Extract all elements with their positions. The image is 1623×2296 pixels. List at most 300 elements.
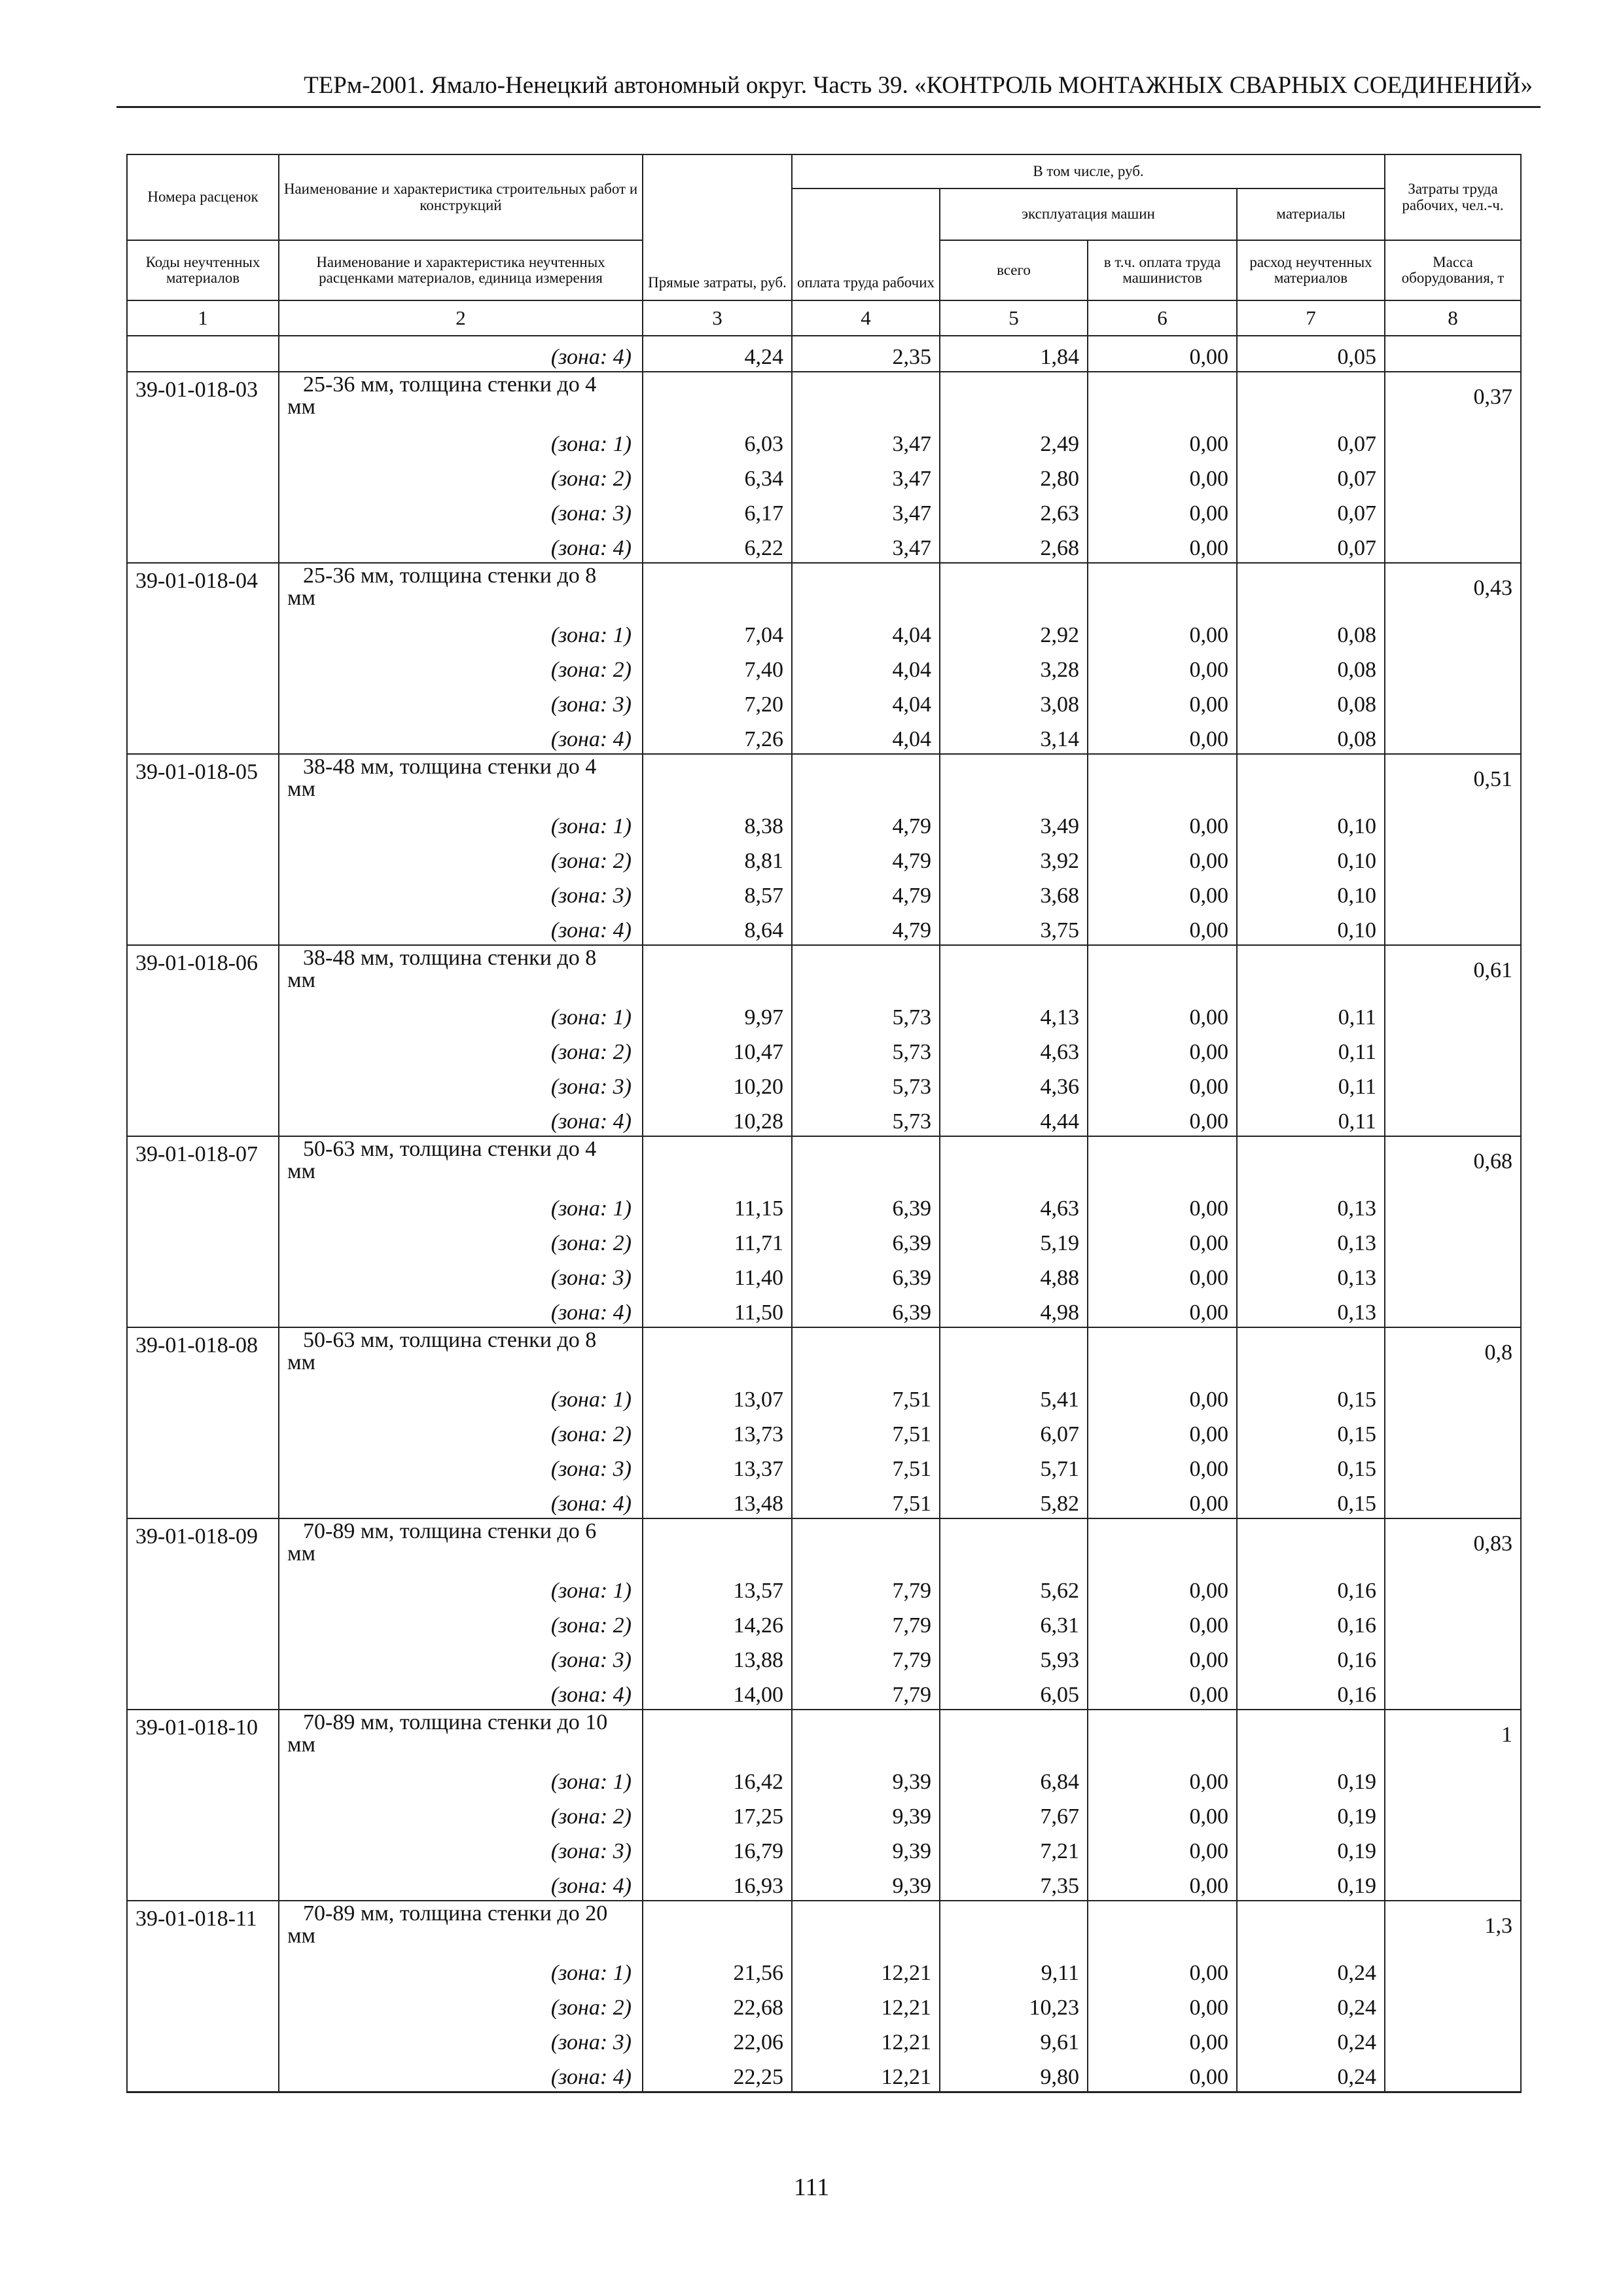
direct-costs-value: 13,37 — [643, 1448, 792, 1483]
rate-name-line2: мм — [287, 968, 316, 992]
direct-costs-value: 22,06 — [643, 2022, 792, 2056]
machines-total-value: 3,28 — [940, 649, 1088, 684]
zone-label: (зона: 3) — [279, 1640, 643, 1674]
machines-total-value: 4,13 — [940, 997, 1088, 1031]
direct-costs-value: 16,79 — [643, 1831, 792, 1865]
machines-total-value: 3,14 — [940, 719, 1088, 754]
machines-total-value: 10,23 — [940, 1987, 1088, 2022]
materials-value: 0,08 — [1237, 719, 1385, 754]
materials-value: 0,24 — [1237, 1952, 1385, 1987]
direct-costs-value: 8,81 — [643, 840, 792, 875]
materials-value: 0,11 — [1237, 1101, 1385, 1136]
machinists-value: 0,00 — [1088, 336, 1237, 372]
header-including: В том числе, руб. — [792, 154, 1385, 188]
machinists-value: 0,00 — [1088, 1101, 1237, 1136]
direct-costs-value: 6,17 — [643, 493, 792, 528]
materials-value: 0,10 — [1237, 840, 1385, 875]
zone-label: (зона: 4) — [279, 1865, 643, 1901]
zone-label: (зона: 4) — [279, 336, 643, 372]
column-number: 6 — [1088, 300, 1237, 336]
wages-value: 9,39 — [792, 1865, 940, 1901]
materials-value: 0,08 — [1237, 649, 1385, 684]
materials-value: 0,24 — [1237, 2022, 1385, 2056]
direct-costs-value: 4,24 — [643, 336, 792, 372]
machinists-value: 0,00 — [1088, 1483, 1237, 1518]
header-wages: оплата труда рабочих — [792, 188, 940, 300]
machines-total-value: 3,49 — [940, 806, 1088, 840]
direct-costs-value: 17,25 — [643, 1796, 792, 1831]
machinists-value: 0,00 — [1088, 1761, 1237, 1796]
header-codes: Номера расценок — [127, 154, 279, 240]
machinists-value: 0,00 — [1088, 1952, 1237, 1987]
rate-name — [279, 754, 643, 806]
materials-value: 0,15 — [1237, 1414, 1385, 1448]
machinists-value: 0,00 — [1088, 1031, 1237, 1066]
zone-label: (зона: 4) — [279, 910, 643, 945]
machinists-value: 0,00 — [1088, 684, 1237, 719]
machinists-value: 0,00 — [1088, 1414, 1237, 1448]
zone-label: (зона: 1) — [279, 1761, 643, 1796]
direct-costs-value: 8,38 — [643, 806, 792, 840]
zone-row — [127, 1761, 1521, 1796]
rate-name-line1: 70-89 мм, толщина стенки до 20 — [303, 1901, 608, 1926]
zone-label: (зона: 2) — [279, 458, 643, 493]
materials-value: 0,19 — [1237, 1796, 1385, 1831]
zone-label: (зона: 1) — [279, 1570, 643, 1605]
materials-value: 0,16 — [1237, 1570, 1385, 1605]
zone-row — [127, 493, 1521, 528]
direct-costs-value: 11,15 — [643, 1188, 792, 1223]
machines-total-value: 5,93 — [940, 1640, 1088, 1674]
rate-name — [279, 1901, 643, 1952]
materials-value: 0,15 — [1237, 1483, 1385, 1518]
wages-value: 4,79 — [792, 875, 940, 910]
direct-costs-value: 7,20 — [643, 684, 792, 719]
zone-label: (зона: 4) — [279, 1101, 643, 1136]
wages-value: 7,51 — [792, 1379, 940, 1414]
direct-costs-value: 13,57 — [643, 1570, 792, 1605]
machinists-value: 0,00 — [1088, 528, 1237, 563]
materials-value: 0,15 — [1237, 1379, 1385, 1414]
zone-row — [127, 1257, 1521, 1292]
zone-label: (зона: 1) — [279, 1952, 643, 1987]
zone-row — [127, 1031, 1521, 1066]
wages-value: 12,21 — [792, 2056, 940, 2092]
materials-value: 0,07 — [1237, 458, 1385, 493]
rate-code: 39-01-018-04 — [127, 563, 279, 754]
machines-total-value: 2,63 — [940, 493, 1088, 528]
zone-label: (зона: 4) — [279, 1483, 643, 1518]
zone-row — [127, 1987, 1521, 2022]
zone-row — [127, 1292, 1521, 1327]
rate-code: 39-01-018-09 — [127, 1518, 279, 1710]
materials-value: 0,13 — [1237, 1188, 1385, 1223]
rate-code: 39-01-018-06 — [127, 945, 279, 1136]
machines-total-value: 6,31 — [940, 1605, 1088, 1640]
rates-table — [126, 154, 1522, 2093]
machinists-value: 0,00 — [1088, 1570, 1237, 1605]
column-number: 5 — [940, 300, 1088, 336]
wages-value: 4,04 — [792, 615, 940, 649]
zone-row — [127, 684, 1521, 719]
zone-label: (зона: 4) — [279, 1292, 643, 1327]
mass-value: 0,83 — [1385, 1518, 1521, 1570]
zone-label: (зона: 3) — [279, 1257, 643, 1292]
machinists-value: 0,00 — [1088, 1448, 1237, 1483]
direct-costs-value: 9,97 — [643, 997, 792, 1031]
zone-label: (зона: 3) — [279, 1066, 643, 1101]
direct-costs-value: 7,40 — [643, 649, 792, 684]
zone-row — [127, 615, 1521, 649]
zone-label: (зона: 1) — [279, 615, 643, 649]
zone-label: (зона: 2) — [279, 1414, 643, 1448]
mass-value: 0,61 — [1385, 945, 1521, 997]
direct-costs-value: 11,40 — [643, 1257, 792, 1292]
zone-label: (зона: 1) — [279, 806, 643, 840]
header-labor: Затраты труда рабочих, чел.-ч. — [1385, 154, 1521, 240]
rate-code: 39-01-018-03 — [127, 372, 279, 563]
machinists-value: 0,00 — [1088, 1987, 1237, 2022]
wages-value: 5,73 — [792, 997, 940, 1031]
machines-total-value: 5,71 — [940, 1448, 1088, 1483]
machines-total-value: 7,35 — [940, 1865, 1088, 1901]
rate-name — [279, 563, 643, 615]
rate-code: 39-01-018-08 — [127, 1327, 279, 1518]
rate-name-line2: мм — [287, 777, 316, 801]
materials-value: 0,10 — [1237, 806, 1385, 840]
column-number: 7 — [1237, 300, 1385, 336]
direct-costs-value: 13,88 — [643, 1640, 792, 1674]
zone-row — [127, 1674, 1521, 1710]
wages-value: 3,47 — [792, 528, 940, 563]
direct-costs-value: 10,20 — [643, 1066, 792, 1101]
rate-name-line1: 50-63 мм, толщина стенки до 4 — [303, 1137, 597, 1161]
wages-value: 12,21 — [792, 1987, 940, 2022]
zone-label: (зона: 1) — [279, 1379, 643, 1414]
wages-value: 7,79 — [792, 1605, 940, 1640]
machines-total-value: 1,84 — [940, 336, 1088, 372]
materials-value: 0,11 — [1237, 997, 1385, 1031]
materials-value: 0,15 — [1237, 1448, 1385, 1483]
wages-value: 9,39 — [792, 1831, 940, 1865]
machinists-value: 0,00 — [1088, 840, 1237, 875]
zone-label: (зона: 3) — [279, 875, 643, 910]
machinists-value: 0,00 — [1088, 875, 1237, 910]
rate-row — [127, 1710, 1521, 1761]
machines-total-value: 2,80 — [940, 458, 1088, 493]
continuation-row — [127, 336, 1521, 372]
machinists-value: 0,00 — [1088, 1640, 1237, 1674]
machines-total-value: 7,67 — [940, 1796, 1088, 1831]
machinists-value: 0,00 — [1088, 1605, 1237, 1640]
zone-row — [127, 1188, 1521, 1223]
machinists-value: 0,00 — [1088, 1066, 1237, 1101]
materials-value: 0,07 — [1237, 528, 1385, 563]
machinists-value: 0,00 — [1088, 910, 1237, 945]
rate-name-line1: 50-63 мм, толщина стенки до 8 — [303, 1328, 597, 1352]
zone-label: (зона: 3) — [279, 493, 643, 528]
wages-value: 2,35 — [792, 336, 940, 372]
mass-value: 0,68 — [1385, 1136, 1521, 1188]
rate-name — [279, 1710, 643, 1761]
direct-costs-value: 16,42 — [643, 1761, 792, 1796]
wages-value: 4,79 — [792, 910, 940, 945]
zone-label: (зона: 3) — [279, 1831, 643, 1865]
machines-total-value: 3,92 — [940, 840, 1088, 875]
rate-code: 39-01-018-10 — [127, 1710, 279, 1901]
machinists-value: 0,00 — [1088, 1865, 1237, 1901]
zone-row — [127, 875, 1521, 910]
zone-row — [127, 458, 1521, 493]
machinists-value: 0,00 — [1088, 423, 1237, 458]
rate-code: 39-01-018-05 — [127, 754, 279, 945]
machinists-value: 0,00 — [1088, 1379, 1237, 1414]
zone-label: (зона: 3) — [279, 684, 643, 719]
machines-total-value: 7,21 — [940, 1831, 1088, 1865]
materials-value: 0,19 — [1237, 1761, 1385, 1796]
direct-costs-value: 22,68 — [643, 1987, 792, 2022]
zone-row — [127, 1448, 1521, 1483]
wages-value: 3,47 — [792, 493, 940, 528]
zone-row — [127, 1570, 1521, 1605]
zone-label: (зона: 2) — [279, 1031, 643, 1066]
zone-label: (зона: 3) — [279, 1448, 643, 1483]
rate-name — [279, 1327, 643, 1379]
rate-row — [127, 1901, 1521, 1952]
materials-value: 0,19 — [1237, 1831, 1385, 1865]
machinists-value: 0,00 — [1088, 806, 1237, 840]
column-number: 1 — [127, 300, 279, 336]
zone-label: (зона: 4) — [279, 528, 643, 563]
header-materials: материалы — [1237, 188, 1385, 240]
direct-costs-value: 13,07 — [643, 1379, 792, 1414]
machines-total-value: 9,80 — [940, 2056, 1088, 2092]
machinists-value: 0,00 — [1088, 997, 1237, 1031]
zone-row — [127, 997, 1521, 1031]
wages-value: 3,47 — [792, 458, 940, 493]
mass-value: 1 — [1385, 1710, 1521, 1761]
machinists-value: 0,00 — [1088, 649, 1237, 684]
materials-value: 0,16 — [1237, 1640, 1385, 1674]
header-machines: эксплуатация машин — [940, 188, 1237, 240]
machines-total-value: 4,98 — [940, 1292, 1088, 1327]
zone-row — [127, 1640, 1521, 1674]
rate-row — [127, 372, 1521, 423]
machines-total-value: 4,36 — [940, 1066, 1088, 1101]
machines-total-value: 2,68 — [940, 528, 1088, 563]
rate-name-line1: 38-48 мм, толщина стенки до 8 — [303, 946, 597, 970]
machines-total-value: 3,68 — [940, 875, 1088, 910]
direct-costs-value: 11,71 — [643, 1223, 792, 1257]
zone-row — [127, 840, 1521, 875]
zone-row — [127, 1831, 1521, 1865]
wages-value: 7,79 — [792, 1674, 940, 1710]
materials-value: 0,24 — [1237, 2056, 1385, 2092]
zone-row — [127, 1483, 1521, 1518]
zone-row — [127, 1414, 1521, 1448]
zone-label: (зона: 3) — [279, 2022, 643, 2056]
header-materials-consumption: расход неучтенных материалов — [1237, 240, 1385, 300]
rate-row — [127, 754, 1521, 806]
page-header — [116, 71, 1541, 108]
wages-value: 4,79 — [792, 806, 940, 840]
direct-costs-value: 10,47 — [643, 1031, 792, 1066]
rate-row — [127, 563, 1521, 615]
mass-value: 0,8 — [1385, 1327, 1521, 1379]
wages-value: 5,73 — [792, 1031, 940, 1066]
materials-value: 0,05 — [1237, 336, 1385, 372]
zone-row — [127, 1223, 1521, 1257]
materials-value: 0,07 — [1237, 493, 1385, 528]
zone-row — [127, 1101, 1521, 1136]
machines-total-value: 5,41 — [940, 1379, 1088, 1414]
zone-label: (зона: 2) — [279, 840, 643, 875]
header-mass: Масса оборудования, т — [1385, 240, 1521, 300]
column-numbers-row — [127, 300, 1521, 336]
page-header-title: ТЕРм-2001. Ямало-Ненецкий автономный округ. Часть 39. «КОНТРОЛЬ МОНТАЖНЫХ СВАРНЫХ СОЕДИНЕНИЙ» — [304, 72, 1533, 99]
wages-value: 9,39 — [792, 1796, 940, 1831]
zone-row — [127, 719, 1521, 754]
direct-costs-value: 14,00 — [643, 1674, 792, 1710]
machinists-value: 0,00 — [1088, 458, 1237, 493]
rate-name-line1: 25-36 мм, толщина стенки до 4 — [303, 372, 597, 397]
page-number: 111 — [793, 2174, 830, 2201]
materials-value: 0,07 — [1237, 423, 1385, 458]
direct-costs-value: 21,56 — [643, 1952, 792, 1987]
machines-total-value: 2,49 — [940, 423, 1088, 458]
zone-row — [127, 1865, 1521, 1901]
header-name-unaccounted: Наименование и характеристика неучтенных расценками материалов, единица измерения — [279, 240, 643, 300]
machinists-value: 0,00 — [1088, 1831, 1237, 1865]
rate-row — [127, 1327, 1521, 1379]
materials-value: 0,13 — [1237, 1257, 1385, 1292]
machinists-value: 0,00 — [1088, 493, 1237, 528]
wages-value: 7,51 — [792, 1483, 940, 1518]
machinists-value: 0,00 — [1088, 615, 1237, 649]
zone-label: (зона: 2) — [279, 649, 643, 684]
rate-name-line1: 38-48 мм, толщина стенки до 4 — [303, 755, 597, 779]
materials-value: 0,19 — [1237, 1865, 1385, 1901]
zone-label: (зона: 2) — [279, 1223, 643, 1257]
wages-value: 7,79 — [792, 1570, 940, 1605]
rate-name-line2: мм — [287, 586, 316, 610]
wages-value: 12,21 — [792, 2022, 940, 2056]
machines-total-value: 3,75 — [940, 910, 1088, 945]
machinists-value: 0,00 — [1088, 719, 1237, 754]
materials-value: 0,11 — [1237, 1031, 1385, 1066]
machinists-value: 0,00 — [1088, 1292, 1237, 1327]
zone-row — [127, 2056, 1521, 2092]
materials-value: 0,10 — [1237, 875, 1385, 910]
direct-costs-value: 6,34 — [643, 458, 792, 493]
zone-row — [127, 1605, 1521, 1640]
machinists-value: 0,00 — [1088, 1257, 1237, 1292]
zone-label: (зона: 4) — [279, 719, 643, 754]
machines-total-value: 5,62 — [940, 1570, 1088, 1605]
materials-value: 0,08 — [1237, 684, 1385, 719]
rate-name-line2: мм — [287, 1732, 316, 1757]
header-name: Наименование и характеристика строительных работ и конструкций — [279, 154, 643, 240]
zone-row — [127, 2022, 1521, 2056]
wages-value: 6,39 — [792, 1257, 940, 1292]
machines-total-value: 6,05 — [940, 1674, 1088, 1710]
zone-label: (зона: 2) — [279, 1605, 643, 1640]
direct-costs-value: 7,04 — [643, 615, 792, 649]
wages-value: 5,73 — [792, 1066, 940, 1101]
machinists-value: 0,00 — [1088, 2056, 1237, 2092]
wages-value: 7,51 — [792, 1448, 940, 1483]
rate-name-line2: мм — [287, 1159, 316, 1183]
machines-total-value: 3,08 — [940, 684, 1088, 719]
wages-value: 4,04 — [792, 719, 940, 754]
zone-label: (зона: 1) — [279, 423, 643, 458]
header-total: всего — [940, 240, 1088, 300]
zone-label: (зона: 4) — [279, 1674, 643, 1710]
mass-value: 0,43 — [1385, 563, 1521, 615]
wages-value: 9,39 — [792, 1761, 940, 1796]
machines-total-value: 4,63 — [940, 1188, 1088, 1223]
rate-name — [279, 372, 643, 423]
rate-name — [279, 1136, 643, 1188]
zone-row — [127, 1066, 1521, 1101]
direct-costs-value: 6,22 — [643, 528, 792, 563]
rate-name — [279, 945, 643, 997]
machines-total-value: 5,19 — [940, 1223, 1088, 1257]
rate-name-line2: мм — [287, 1541, 316, 1566]
zone-row — [127, 528, 1521, 563]
column-number: 2 — [279, 300, 643, 336]
zone-row — [127, 1796, 1521, 1831]
machinists-value: 0,00 — [1088, 1223, 1237, 1257]
machines-total-value: 9,11 — [940, 1952, 1088, 1987]
zone-label: (зона: 2) — [279, 1987, 643, 2022]
zone-row — [127, 1379, 1521, 1414]
materials-value: 0,24 — [1237, 1987, 1385, 2022]
machines-total-value: 4,44 — [940, 1101, 1088, 1136]
machinists-value: 0,00 — [1088, 1674, 1237, 1710]
materials-value: 0,10 — [1237, 910, 1385, 945]
zone-label: (зона: 1) — [279, 1188, 643, 1223]
wages-value: 7,79 — [792, 1640, 940, 1674]
machinists-value: 0,00 — [1088, 1796, 1237, 1831]
direct-costs-value: 8,57 — [643, 875, 792, 910]
machinists-value: 0,00 — [1088, 1188, 1237, 1223]
wages-value: 6,39 — [792, 1188, 940, 1223]
wages-value: 4,79 — [792, 840, 940, 875]
materials-value: 0,08 — [1237, 615, 1385, 649]
rate-name — [279, 1518, 643, 1570]
direct-costs-value: 8,64 — [643, 910, 792, 945]
machines-total-value: 4,88 — [940, 1257, 1088, 1292]
column-number: 3 — [643, 300, 792, 336]
zone-label: (зона: 4) — [279, 2056, 643, 2092]
header-direct-costs: Прямые затраты, руб. — [643, 154, 792, 300]
machines-total-value: 5,82 — [940, 1483, 1088, 1518]
materials-value: 0,16 — [1237, 1605, 1385, 1640]
machines-total-value: 6,84 — [940, 1761, 1088, 1796]
materials-value: 0,13 — [1237, 1292, 1385, 1327]
wages-value: 6,39 — [792, 1292, 940, 1327]
machinists-value: 0,00 — [1088, 2022, 1237, 2056]
mass-value: 0,51 — [1385, 754, 1521, 806]
rate-row — [127, 945, 1521, 997]
rate-code: 39-01-018-11 — [127, 1901, 279, 2092]
zone-row — [127, 423, 1521, 458]
direct-costs-value: 14,26 — [643, 1605, 792, 1640]
header-row-1 — [127, 154, 1521, 188]
rate-row — [127, 1136, 1521, 1188]
header-machinists: в т.ч. оплата труда машинистов — [1088, 240, 1237, 300]
